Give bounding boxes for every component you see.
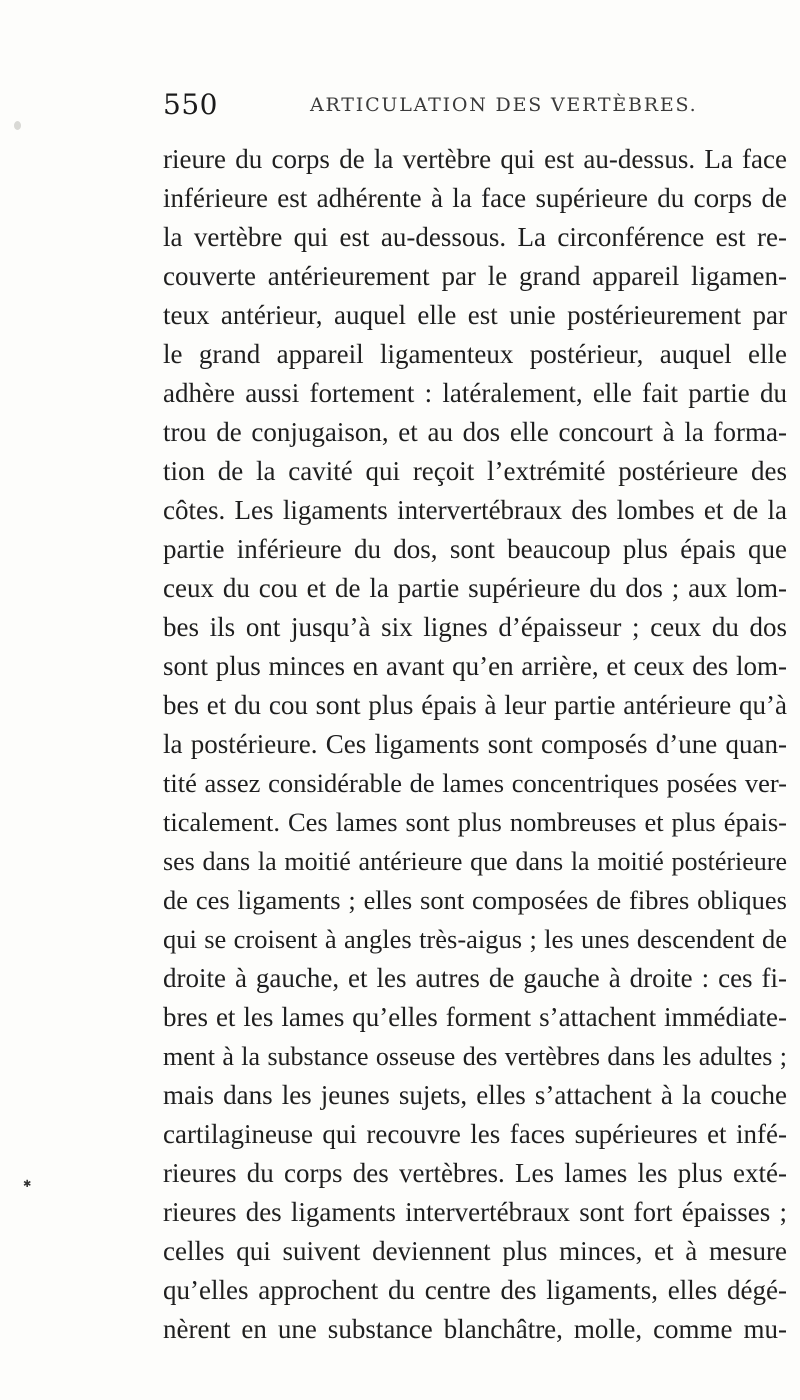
- text-line: ticalement. Ces lames sont plus nombreuses et plus épais-: [163, 807, 787, 837]
- text-line: adhère aussi fortement : latéralement, elle fait partie du: [163, 378, 787, 408]
- text-line: mais dans les jeunes sujets, elles s’attachent à la couche: [163, 1080, 787, 1110]
- text-line: trou de conjugaison, et au dos elle concourt à la forma-: [163, 417, 787, 447]
- running-head: [163, 88, 800, 128]
- text-line: qu’elles approchent du centre des ligaments, elles dégé-: [163, 1275, 787, 1305]
- text-line: droite à gauche, et les autres de gauche à droite : ces fi-: [163, 963, 787, 993]
- text-line: rieures du corps des vertèbres. Les lames les plus exté-: [163, 1158, 787, 1188]
- text-line: bes et du cou sont plus épais à leur partie antérieure qu’à: [163, 690, 787, 720]
- page-number: 550: [163, 88, 218, 121]
- text-line: inférieure est adhérente à la face supérieure du corps de: [163, 183, 787, 213]
- text-line: rieure du corps de la vertèbre qui est au-dessus. La face: [163, 144, 787, 174]
- text-line: tion de la cavité qui reçoit l’extrémité postérieure des: [163, 456, 787, 486]
- text-line: teux antérieur, auquel elle est unie postérieurement par: [163, 300, 787, 330]
- text-line: rieures des ligaments intervertébraux sont fort épaisses ;: [163, 1197, 787, 1227]
- text-line: celles qui suivent deviennent plus minces, et à mesure: [163, 1236, 787, 1266]
- text-line: tité assez considérable de lames concentriques posées ver-: [163, 768, 787, 798]
- text-line: cartilagineuse qui recouvre les faces supérieures et infé-: [163, 1119, 787, 1149]
- text-line: ses dans la moitié antérieure que dans la moitié postérieure: [163, 847, 787, 876]
- text-line: couverte antérieurement par le grand appareil ligamen-: [163, 261, 787, 291]
- text-line: nèrent en une substance blanchâtre, molle, comme mu-: [163, 1314, 787, 1344]
- text-line: sont plus minces en avant qu’en arrière, et ceux des lom-: [163, 651, 787, 681]
- text-line: côtes. Les ligaments intervertébraux des lombes et de la: [163, 495, 787, 525]
- text-line: partie inférieure du dos, sont beaucoup plus épais que: [163, 534, 787, 564]
- text-line: bes ils ont jusqu’à six lignes d’épaisseur ; ceux du dos: [163, 612, 787, 642]
- text-line: ceux du cou et de la partie supérieure du dos ; aux lom-: [163, 573, 787, 603]
- text-line: de ces ligaments ; elles sont composées de fibres obliques: [163, 885, 787, 915]
- text-line: ment à la substance osseuse des vertèbres dans les adultes ;: [163, 1042, 787, 1071]
- ornament-mark: ✱: [23, 1179, 32, 1190]
- text-line: bres et les lames qu’elles forment s’attachent immédiate-: [163, 1002, 787, 1032]
- running-title: ARTICULATION DES VERTÈBRES.: [310, 94, 698, 116]
- text-line: le grand appareil ligamenteux postérieur, auquel elle: [163, 339, 787, 369]
- body-text: [163, 140, 787, 1349]
- paper-speck: [14, 121, 21, 130]
- text-line: la vertèbre qui est au-dessous. La circonférence est re-: [163, 222, 787, 252]
- text-line: la postérieure. Ces ligaments sont composés d’une quan-: [163, 729, 787, 759]
- text-line: qui se croisent à angles très-aigus ; les unes descendent de: [163, 924, 787, 954]
